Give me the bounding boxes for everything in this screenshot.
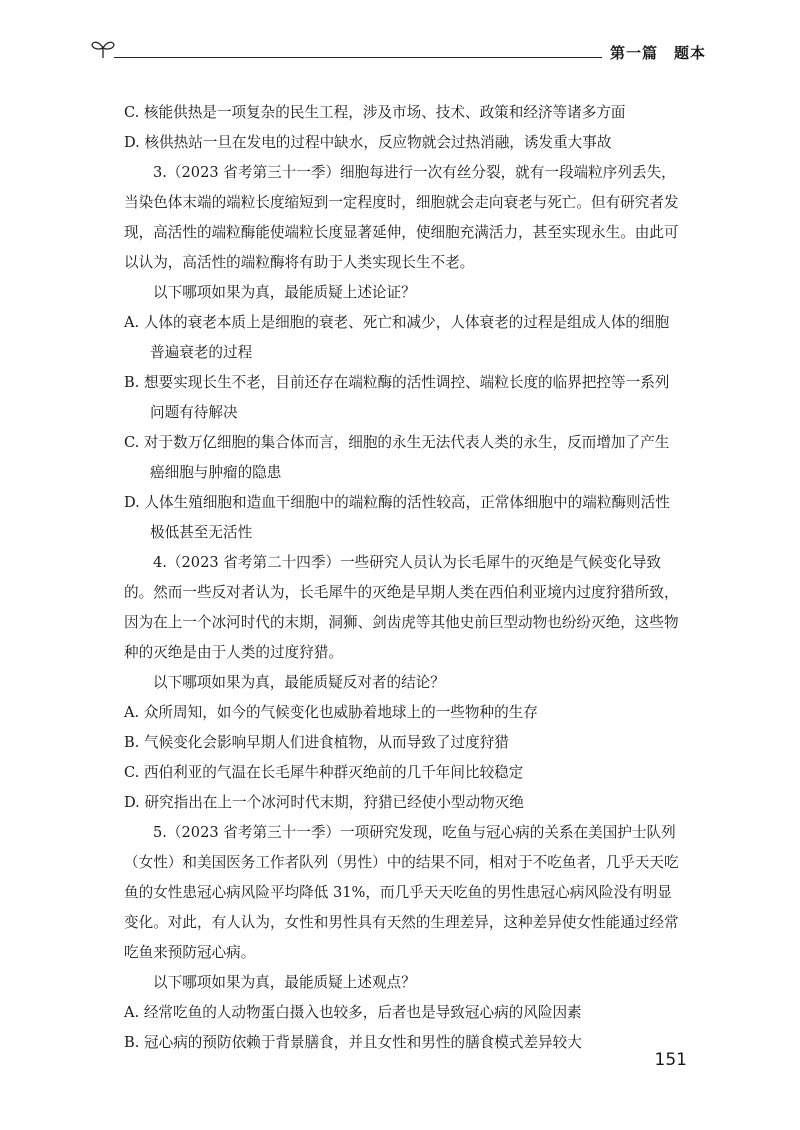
q4-option-a: A. 众所周知，如今的气候变化也威胁着地球上的一些物种的生存 [124,704,538,721]
q3-option-a: A. 人体的衰老本质上是细胞的衰老、死亡和减少，人体衰老的过程是组成人体的细胞普遍衰老的过程 [124,314,670,361]
q5-option-b: B. 冠心病的预防依赖于背景膳食，并且女性和男性的膳食模式差异较大 [124,1034,582,1051]
q3-option-c: C. 对于数万亿细胞的集合体而言，细胞的永生无法代表人类的永生，反而增加了产生癌细胞与肿瘤的隐患 [124,434,670,481]
page-number: 151 [654,1050,687,1070]
page-header [90,36,706,76]
q4-option-b: B. 气候变化会影响早期人们进食植物，从而导致了过度狩猎 [124,734,509,751]
question-4-prompt: 以下哪项如果为真，最能质疑反对者的结论？ [153,674,445,691]
q4-option-c: C. 西伯利亚的气温在长毛犀牛种群灭绝前的几千年间比较稳定 [124,764,524,781]
sprout-icon [90,38,116,60]
q3-option-b: B. 想要实现长生不老，目前还存在端粒酶的活性调控、端粒长度的临界把控等一系列问题有待解决 [124,374,670,421]
option-c: C. 核能供热是一项复杂的民生工程，涉及市场、技术、政策和经济等诸多方面 [124,104,626,121]
question-4-stem: 4.（2023 省考第二十四季）一些研究人员认为长毛犀牛的灭绝是气候变化导致的。然而一些反对者认为，长毛犀牛的灭绝是早期人类在西伯利亚境内过度狩猎所致，因为在上一个冰河时代的末期，洞狮、剑齿虎等其他史前巨型动物也纷纷灭绝，这些物种的灭绝是由于人类的过度狩猎。 [124,554,679,661]
question-5-stem: 5.（2023 省考第三十一季）一项研究发现，吃鱼与冠心病的关系在美国护士队列（女性）和美国医务工作者队列（男性）中的结果不同，相对于不吃鱼者，几乎天天吃鱼的女性患冠心病风险平均降低 31%，而几乎天天吃鱼的男性患冠心病风险没有明显变化。对此，有人认为，女性和男性具有天然的生理差异，这种差异使女性能通过经常吃鱼来预防冠心病。 [124,824,679,961]
option-d: D. 核供热站一旦在发电的过程中缺水，反应物就会过热消融，诱发重大事故 [124,134,612,151]
q4-option-d: D. 研究指出在上一个冰河时代末期，狩猎已经使小型动物灭绝 [124,794,524,811]
question-3-prompt: 以下哪项如果为真，最能质疑上述论证？ [153,284,416,301]
page-content [124,98,680,1058]
question-3-stem: 3.（2023 省考第三十一季）细胞每进行一次有丝分裂，就有一段端粒序列丢失，当染色体末端的端粒长度缩短到一定程度时，细胞就会走向衰老与死亡。但有研究者发现，高活性的端粒酶能使端粒长度显著延伸，使细胞充满活力，甚至实现永生。由此可以认为，高活性的端粒酶将有助于人类实现长生不老。 [124,164,679,271]
question-5-prompt: 以下哪项如果为真，最能质疑上述观点？ [153,974,416,991]
q5-option-a: A. 经常吃鱼的人动物蛋白摄入也较多，后者也是导致冠心病的风险因素 [124,1004,582,1021]
section-title: 第一篇 题本 [609,44,706,62]
q3-option-d: D. 人体生殖细胞和造血干细胞中的端粒酶的活性较高，正常体细胞中的端粒酶则活性极低甚至无活性 [124,494,670,541]
header-rule [114,57,602,58]
